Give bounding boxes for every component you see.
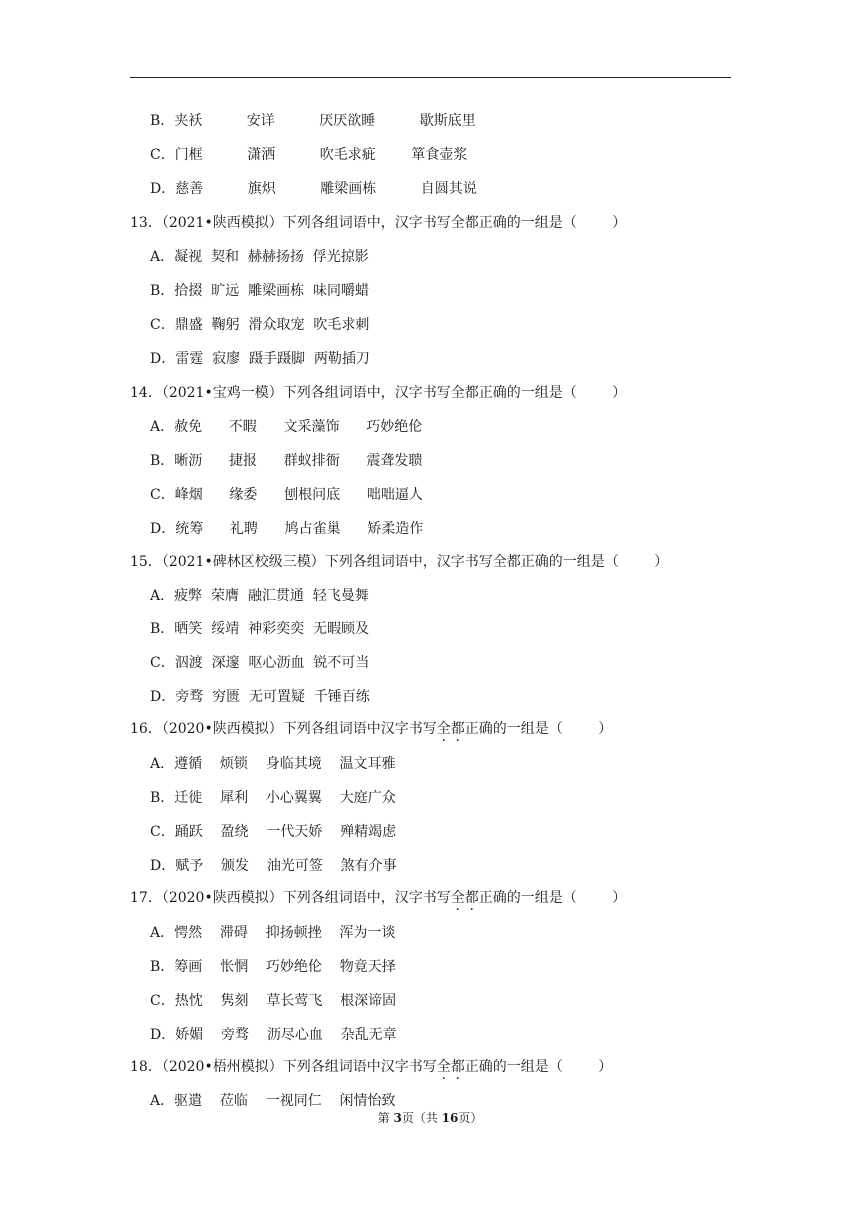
answer-option: B．筹画 怅惘 巧妙绝伦 物竟天择 xyxy=(150,959,396,975)
answer-option: C．热忱 隽刻 草长莺飞 根深谛固 xyxy=(150,993,397,1009)
answer-option: A．赦免 不暇 文采藻饰 巧妙绝伦 xyxy=(150,419,423,435)
answer-option: B．夹袄 安详 厌厌欲睡 歇斯底里 xyxy=(150,113,476,129)
answer-option: C．泅渡 深邃 呕心沥血 锐不可当 xyxy=(150,655,370,671)
answer-option: B．拾掇 旷远 雕梁画栋 味同嚼蜡 xyxy=(150,283,369,299)
answer-option: D．旁骛 穷匮 无可置疑 千锤百练 xyxy=(150,689,370,705)
answer-option: D．统筹 礼聘 鸠占雀巢 矫柔造作 xyxy=(150,521,424,537)
footer-mid: 页（共 xyxy=(401,1111,442,1125)
current-page-number: 3 xyxy=(393,1111,402,1125)
answer-option: B．晒笑 绥靖 神彩奕奕 无暇顾及 xyxy=(150,621,369,637)
emphasis-dots: 全都 xyxy=(436,721,465,737)
question-stem: 14．（2021•宝鸡一模）下列各组词语中，汉字书写全都正确的一组是（ ） xyxy=(130,385,627,401)
question-stem: 13．（2021•陕西模拟）下列各组词语中，汉字书写全都正确的一组是（ ） xyxy=(130,215,627,231)
answer-option: A．遵循 烦锁 身临其境 温文耳雅 xyxy=(150,756,396,772)
answer-option: A．疲弊 荣膺 融汇贯通 轻飞曼舞 xyxy=(150,588,369,604)
question-stem: 17．（2020•陕西模拟）下列各组词语中，汉字书写全都正确的一组是（ ） xyxy=(130,890,627,906)
question-stem: 18．（2020•梧州模拟）下列各组词语中汉字书写全都正确的一组是（ ） xyxy=(130,1059,613,1075)
answer-option: A．驱遣 莅临 一视同仁 闲情怡致 xyxy=(150,1093,396,1109)
answer-option: D．慈善 旗炽 雕梁画栋 自圆其说 xyxy=(150,181,477,197)
answer-option: B．晰沥 捷报 群蚁排衙 震聋发聩 xyxy=(150,453,423,469)
answer-option: C．门框 潇洒 吹毛求疵 箪食壶浆 xyxy=(150,147,468,163)
emphasis-dots: 全都 xyxy=(450,890,479,906)
total-pages-number: 16 xyxy=(441,1111,459,1125)
answer-option: C．峰烟 缘委 刨根问底 咄咄逼人 xyxy=(150,487,423,503)
question-stem: 15．（2021•碑林区校级三模）下列各组词语中，汉字书写全都正确的一组是（ ） xyxy=(130,554,669,570)
answer-option: C．踊跃 盈绕 一代天娇 殚精竭虑 xyxy=(150,824,397,840)
answer-option: B．迁徙 犀利 小心翼翼 大庭广众 xyxy=(150,790,396,806)
answer-option: C．鼎盛 鞠躬 滑众取宠 吹毛求刺 xyxy=(150,317,370,333)
answer-option: D．雷霆 寂廖 蹑手蹑脚 两勒插刀 xyxy=(150,351,370,367)
answer-option: A．愕然 滞碍 抑扬顿挫 浑为一谈 xyxy=(150,925,396,941)
answer-option: A．凝视 契和 赫赫扬扬 俘光掠影 xyxy=(150,249,369,265)
answer-option: D．赋予 颁发 油光可签 煞有介事 xyxy=(150,858,397,874)
answer-option: D．娇媚 旁骛 沥尽心血 杂乱无章 xyxy=(150,1027,397,1043)
page-footer xyxy=(0,1110,860,1126)
footer-prefix: 第 xyxy=(377,1111,394,1125)
question-stem: 16．（2020•陕西模拟）下列各组词语中汉字书写全都正确的一组是（ ） xyxy=(130,721,613,737)
footer-suffix: 页） xyxy=(458,1111,483,1125)
header-rule xyxy=(130,77,731,78)
emphasis-dots: 全都 xyxy=(436,1059,465,1075)
